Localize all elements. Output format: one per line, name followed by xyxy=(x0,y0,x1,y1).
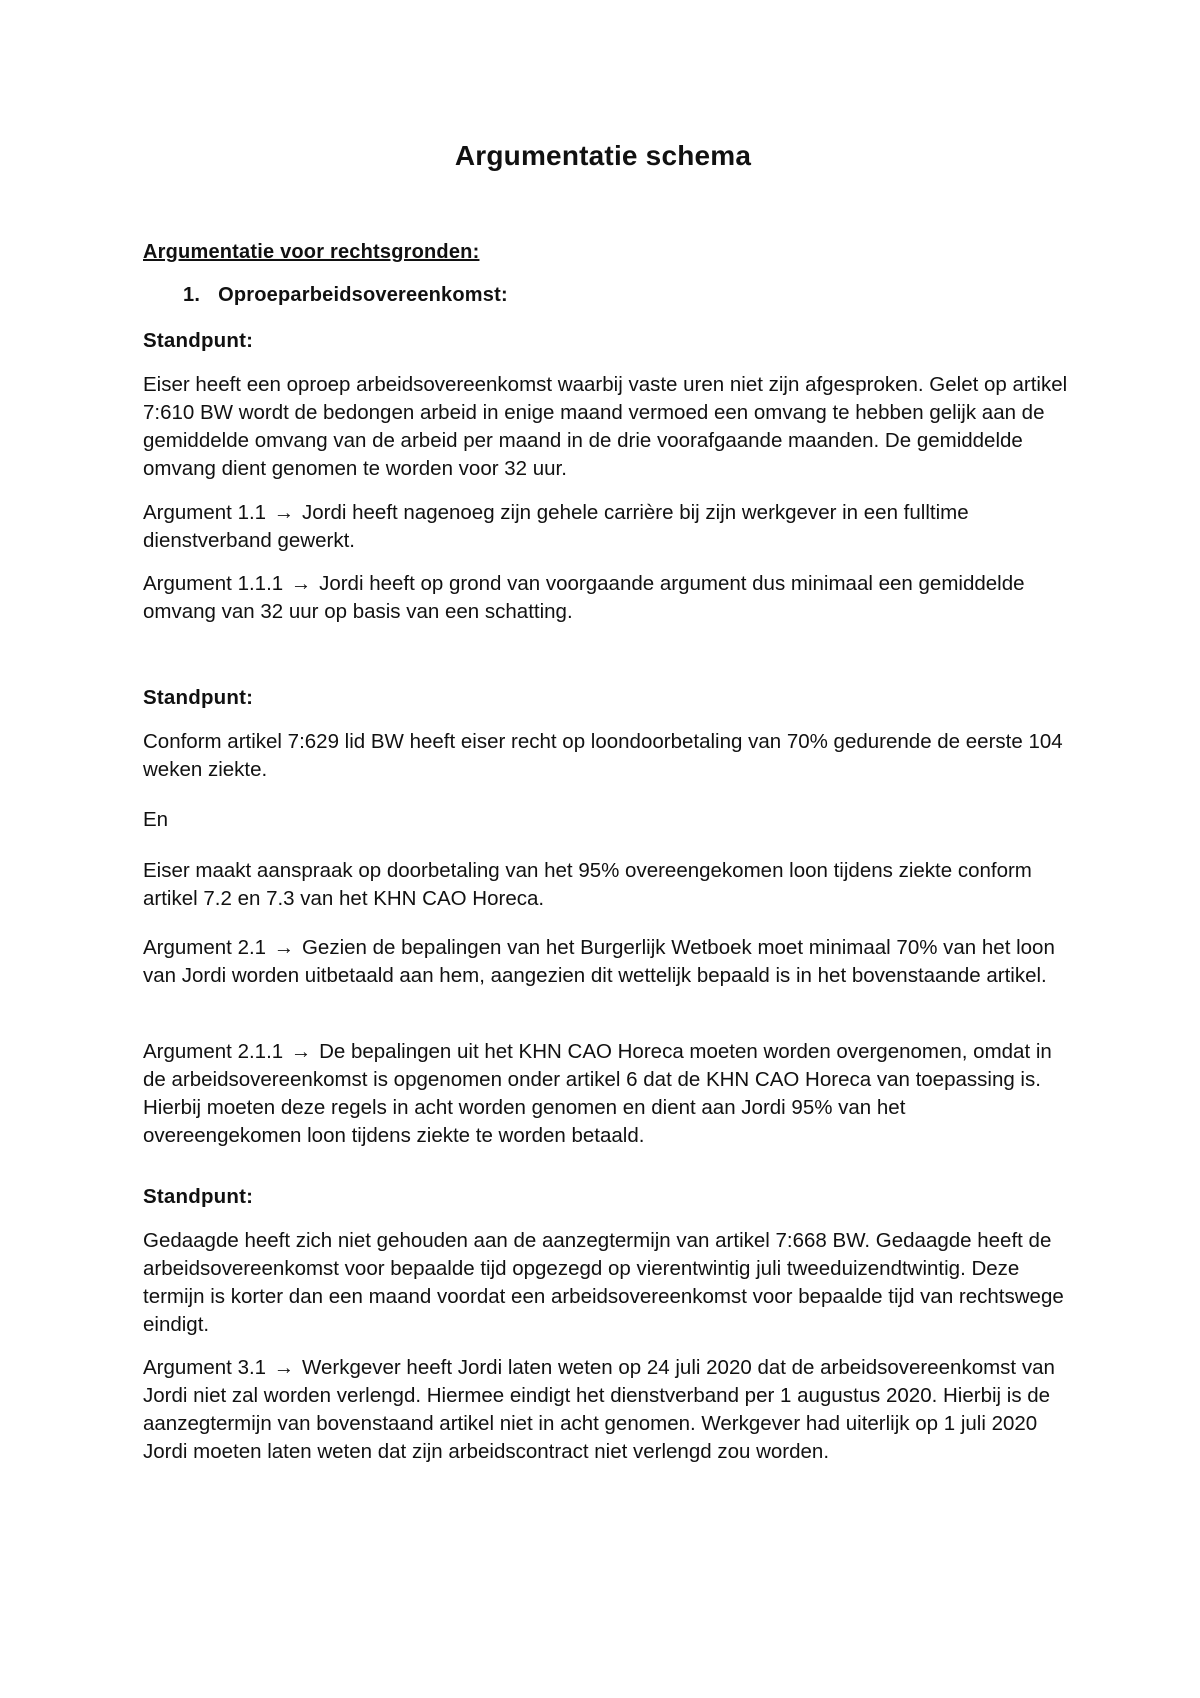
argument-paragraph xyxy=(143,499,1068,555)
numbered-list-item xyxy=(183,284,508,307)
argument-text: Jordi heeft nagenoeg zijn gehele carrière bij zijn werkgever in een fulltime dienstverband gewerkt. xyxy=(143,501,969,552)
argument-label: Argument 3.1 xyxy=(143,1356,267,1379)
list-item-text: Oproeparbeidsovereenkomst: xyxy=(218,284,508,306)
argument-text: Gezien de bepalingen van het Burgerlijk Wetboek moet minimaal 70% van het loon van Jordi worden uitbetaald aan hem, aangezien dit wettelijk bepaald is in het bovenstaande artikel. xyxy=(143,936,1055,987)
standpoint-label: Standpunt: xyxy=(143,686,254,709)
claim-text: Eiser maakt aanspraak op doorbetaling van het 95% overeengekomen loon tijdens ziekte conform artikel 7.2 en 7.3 van het KHN CAO Horeca. xyxy=(143,859,1032,910)
list-number: 1. xyxy=(183,284,201,306)
arrow-right-icon: → xyxy=(290,572,312,595)
argument-label: Argument 1.1 xyxy=(143,501,267,524)
argument-text: De bepalingen uit het KHN CAO Horeca moeten worden overgenomen, omdat in de arbeidsovereenkomst is opgenomen onder artikel 6 dat de KHN CAO Horeca van toepassing is. Hierbij moeten deze regels in acht worden genomen en dient aan Jordi 95% van het overeengekomen loon tijdens ziekte te worden betaald. xyxy=(143,1040,1052,1147)
arrow-right-icon: → xyxy=(290,1040,312,1063)
standpoint-label: Standpunt: xyxy=(143,1185,254,1208)
arrow-right-icon: → xyxy=(273,936,295,959)
connector-text: En xyxy=(143,808,169,831)
section-heading: Argumentatie voor rechtsgronden: xyxy=(143,241,480,263)
standpoint-text: Gedaagde heeft zich niet gehouden aan de aanzegtermijn van artikel 7:668 BW. Gedaagde heeft de arbeidsovereenkomst voor bepaalde tijd opgezegd op vierentwintig juli tweeduizendtwintig. Deze termijn is korter dan een maand voordat een arbeidsovereenkomst voor bepaalde tijd van rechtswege eindigt. xyxy=(143,1229,1064,1336)
argument-label: Argument 1.1.1 xyxy=(143,572,284,595)
standpoint-text: Conform artikel 7:629 lid BW heeft eiser recht op loondoorbetaling van 70% gedurende de eerste 104 weken ziekte. xyxy=(143,730,1063,781)
argument-paragraph xyxy=(143,934,1068,990)
argument-text: Werkgever heeft Jordi laten weten op 24 juli 2020 dat de arbeidsovereenkomst van Jordi niet zal worden verlengd. Hiermee eindigt het dienstverband per 1 augustus 2020. Hierbij is de aanzegtermijn van bovenstaand artikel niet in acht genomen. Werkgever had uiterlijk op 1 juli 2020 Jordi moeten laten weten dat zijn arbeidscontract niet verlengd zou worden. xyxy=(143,1356,1055,1463)
document-title: Argumentatie schema xyxy=(454,140,752,171)
standpoint-label: Standpunt: xyxy=(143,329,254,352)
argument-paragraph xyxy=(143,1038,1068,1150)
arrow-right-icon: → xyxy=(273,1356,295,1379)
argument-paragraph xyxy=(143,570,1068,626)
argument-paragraph xyxy=(143,1354,1068,1466)
standpoint-text: Eiser heeft een oproep arbeidsovereenkomst waarbij vaste uren niet zijn afgesproken. Gelet op artikel 7:610 BW wordt de bedongen arbeid in enige maand vermoed een omvang te hebben gelijk aan de gemiddelde omvang van de arbeid per maand in de drie voorafgaande maanden. De gemiddelde omvang dient genomen te worden voor 32 uur. xyxy=(143,373,1068,480)
argument-label: Argument 2.1 xyxy=(143,936,267,959)
argument-text: Jordi heeft op grond van voorgaande argument dus minimaal een gemiddelde omvang van 32 uur op basis van een schatting. xyxy=(143,572,1025,623)
arrow-right-icon: → xyxy=(273,501,295,524)
argument-label: Argument 2.1.1 xyxy=(143,1040,284,1063)
